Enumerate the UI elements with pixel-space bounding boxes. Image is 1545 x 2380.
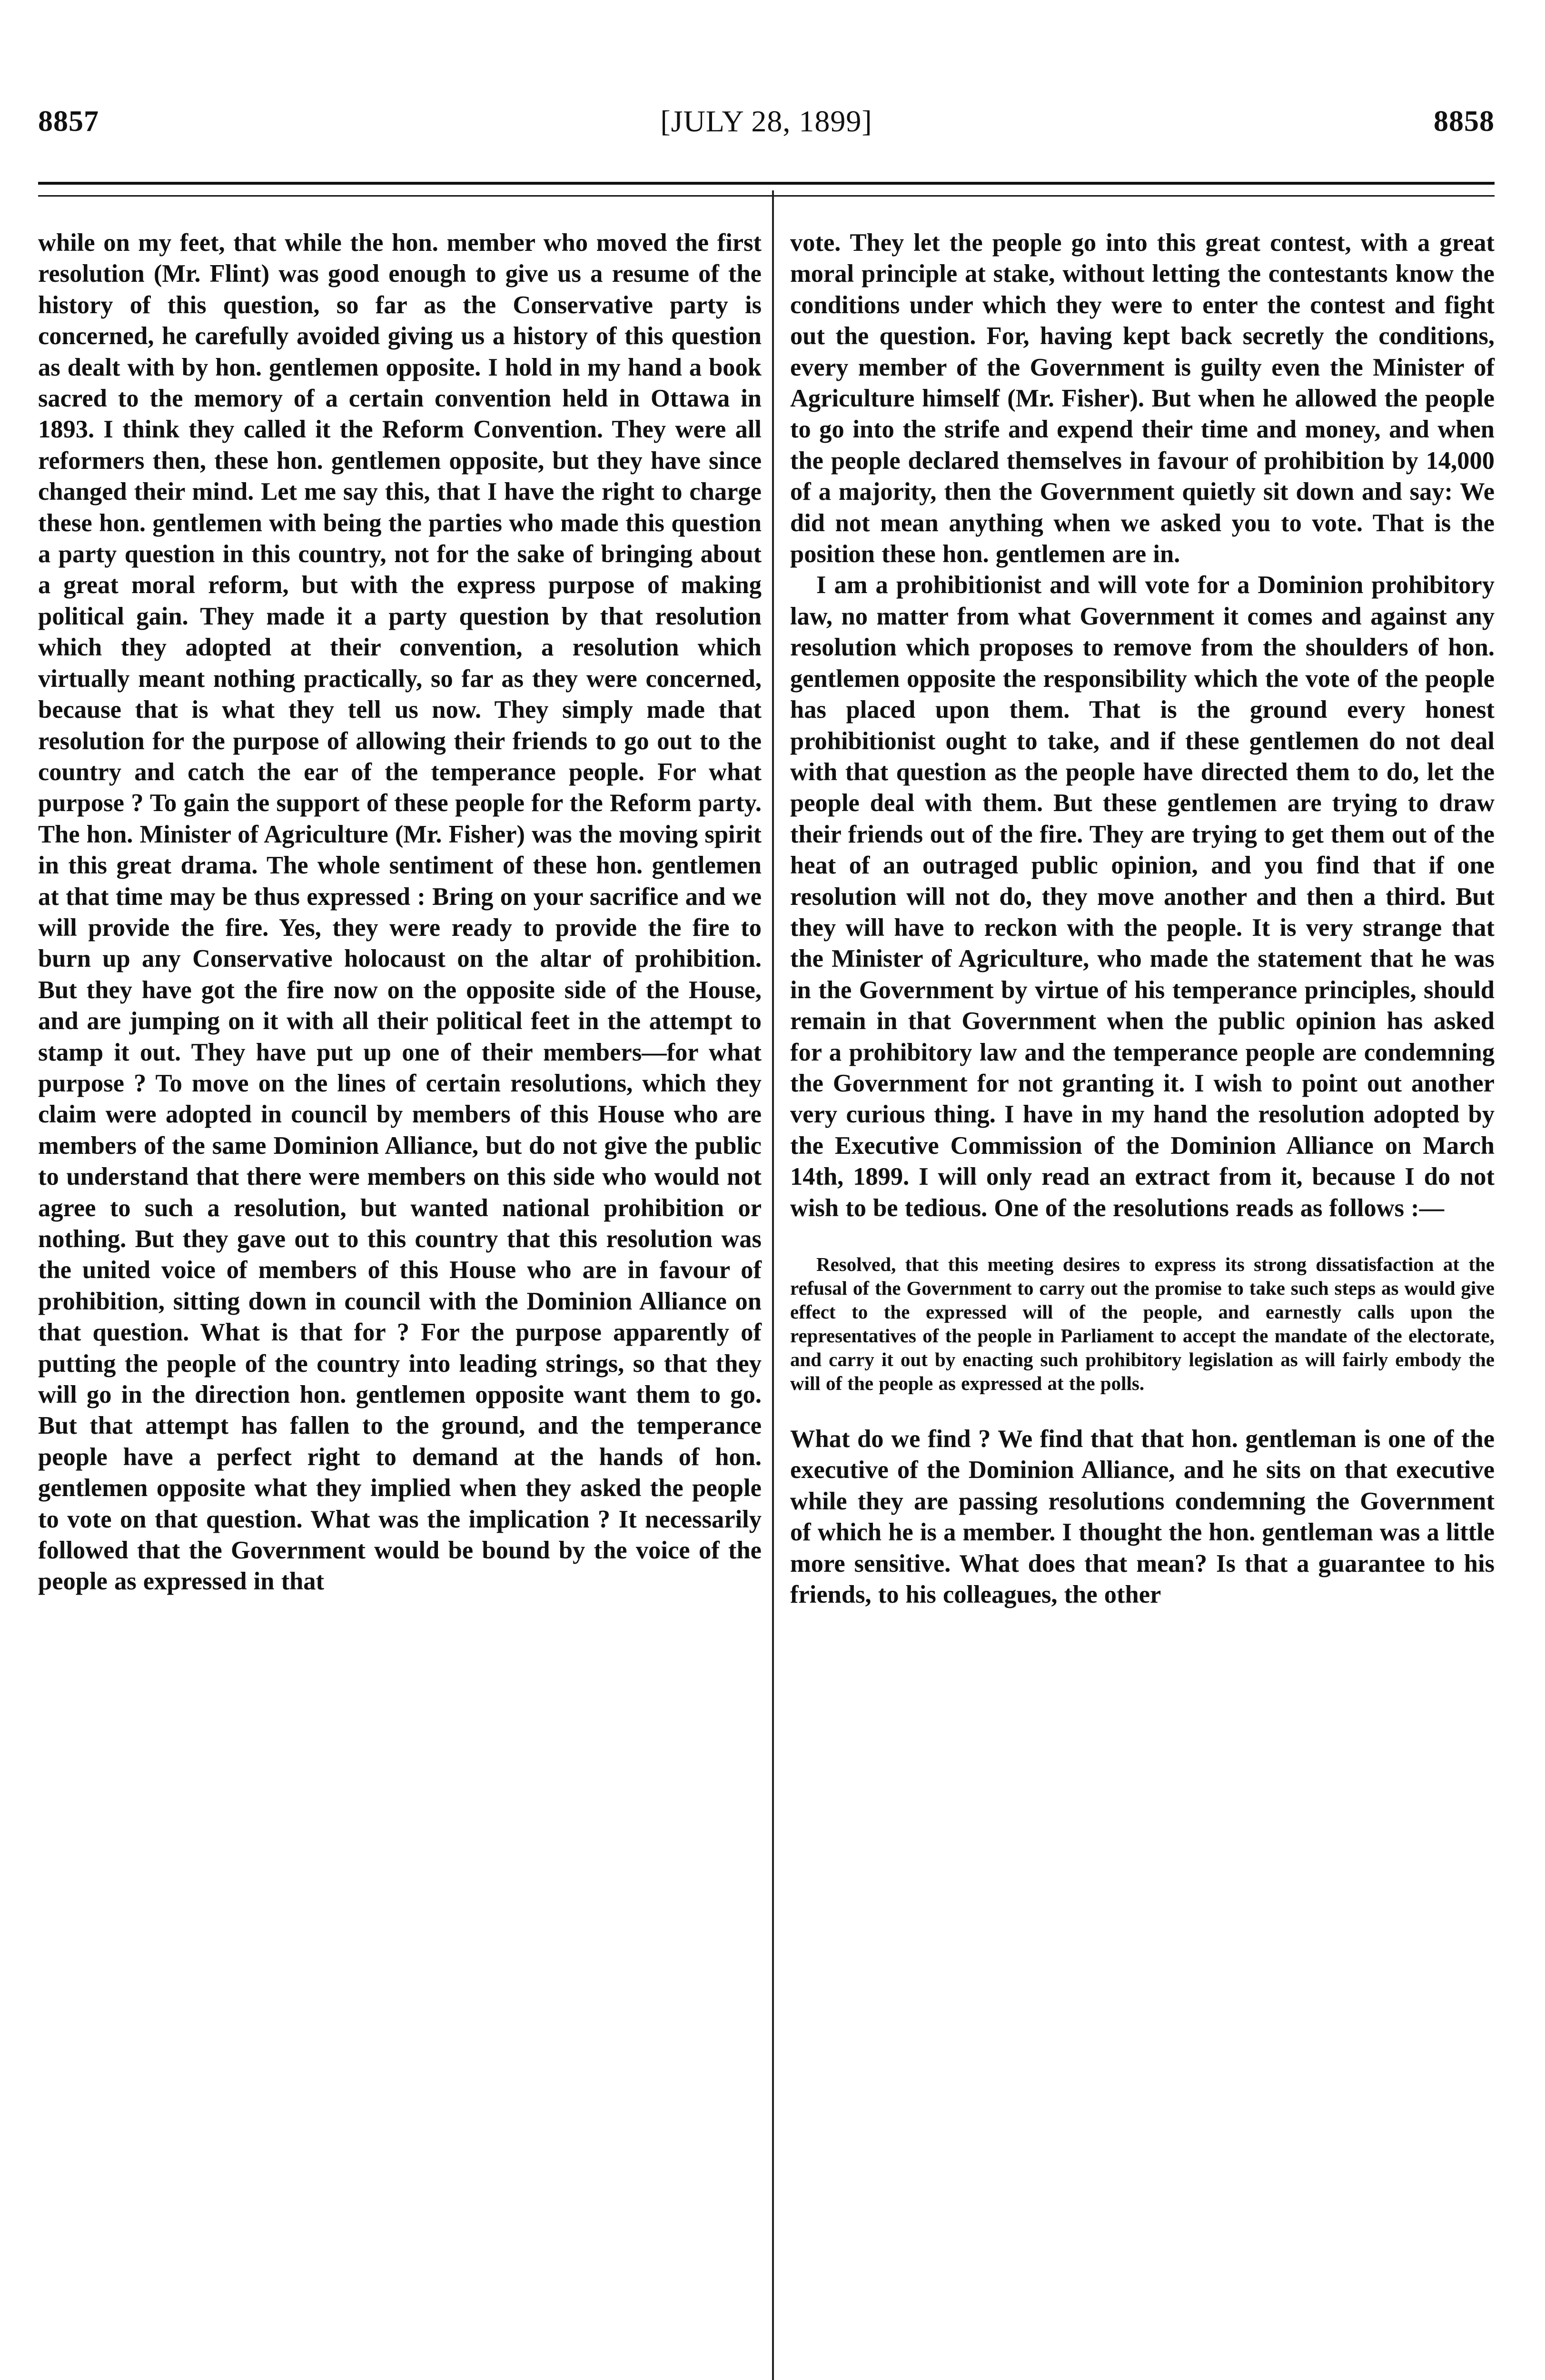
right-page-number: 8858 — [1434, 105, 1495, 138]
right-column-paragraph-1: vote. They let the people go into this great contest, with a great moral principle at stake, without letting the contestants know the conditions under which they were to enter the contest and fight out the question. For, having kept back secretly the conditions, every member of the Government is guilty even the Minister of Agriculture himself (Mr. Fisher). But when he allowed the people to go into the strife and expend their time and money, and when the people declared themselves in favour of prohibition by 14,000 of a majority, then the Government quietly sit down and say: We did not mean anything when we asked you to vote. That is the position these hon. gentlemen are in. — [790, 229, 1495, 568]
left-column — [38, 228, 762, 1597]
left-column-paragraph: while on my feet, that while the hon. member who moved the first resolution (Mr. Flint) was good enough to give us a resume of the history of this question, so far as the Conservative party is concerned, he carefully avoided giving us a history of this question as dealt with by hon. gentlemen opposite. I hold in my hand a book sacred to the memory of a certain convention held in Ottawa in 1893. I think they called it the Reform Convention. They were all reformers then, these hon. gentlemen opposite, but they have since changed their mind. Let me say this, that I have the right to charge these hon. gentlemen with being the parties who made this question a party question in this country, not for the sake of bringing about a great moral reform, but with the express purpose of making political gain. They made it a party question by that resolution which they adopted at their convention, a resolution which virtually meant nothing practically, so far as they were concerned, because that is what they tell us now. They simply made that resolution for the purpose of allowing their friends to go out to the country and catch the ear of the temperance people. For what purpose ? To gain the support of these people for the Reform party. The hon. Minister of Agriculture (Mr. Fisher) was the moving spirit in this great drama. The whole sentiment of these hon. gentlemen at that time may be thus expressed : Bring on your sacrifice and we will provide the fire. Yes, they were ready to provide the fire to burn up any Conservative holocaust on the altar of prohibition. But they have got the fire now on the opposite side of the House, and are jumping on it with all their political feet in the attempt to stamp it out. They have put up one of their members—for what purpose ? To move on the lines of certain resolutions, which they claim were adopted in council by members of this House who are members of the same Dominion Alliance, but do not give the public to understand that there were members on this side who would not agree to such a resolution, but wanted national prohibition or nothing. But they gave out to this country that this resolution was the united voice of members of this House who are in favour of prohibition, sitting down in council with the Dominion Alliance on that question. What is that for ? For the purpose apparently of putting the people of the country into leading strings, so that they will go in the direction hon. gentlemen opposite want them to go. But that attempt has fallen to the ground, and the temperance people have a perfect right to demand at the hands of hon. gentlemen opposite what they implied when they asked the people to vote on that question. What was the implication ? It necessarily followed that the Government would be bound by the voice of the people as expressed in that — [38, 229, 762, 1596]
right-column — [790, 228, 1495, 1610]
right-column-paragraph-2: I am a prohibitionist and will vote for a Dominion prohibitory law, no matter from what Government it comes and against any resolution which proposes to remove from the shoulders of hon. gentlemen opposite the responsibility which the vote of the people has placed upon them. That is the ground every honest prohibitionist ought to take, and if these gentlemen do not deal with that question as the people have directed them to do, let the people deal with them. But these gentlemen are trying to draw their friends out of the fire. They are trying to get them out of the heat of an outraged public opinion, and you find that if one resolution will not do, they move another and then a third. But they will have to reckon with the people. It is very strange that the Minister of Agriculture, who made the statement that he was in the Government by virtue of his temperance principles, should remain in that Government when the public opinion has asked for a prohibitory law and the temperance people are condemning the Government for not granting it. I wish to point out another very curious thing. I have in my hand the resolution adopted by the Executive Commission of the Dominion Alliance on March 14th, 1899. I will only read an extract from it, because I do not wish to be tedious. One of the resolutions reads as follows :— — [790, 571, 1495, 1222]
right-column-paragraph-3: What do we find ? We find that that hon. gentleman is one of the executive of the Dominion Alliance, and he sits on that executive while they are passing resolutions condemning the Government of which he is a member. I thought the hon. gentleman was a little more sensitive. What does that mean? Is that a guarantee to his friends, to his colleagues, the other — [790, 1425, 1495, 1609]
column-divider — [772, 190, 774, 2380]
page-header — [38, 102, 1495, 159]
header-date: [JULY 28, 1899] — [660, 104, 872, 138]
header-rule-thick — [38, 182, 1495, 185]
header-rule-thin — [38, 195, 1495, 197]
quoted-resolution: Resolved, that this meeting desires to express its strong dissatisfaction at the refusal of the Government to carry out the promise to take such steps as would give effect to the expressed will of the people, and earnestly calls upon the representatives of the people in Parliament to accept the mandate of the electorate, and carry it out by enacting such prohibitory legislation as will fairly embody the will of the people as expressed at the polls. — [790, 1253, 1495, 1394]
left-page-number: 8857 — [38, 105, 99, 138]
